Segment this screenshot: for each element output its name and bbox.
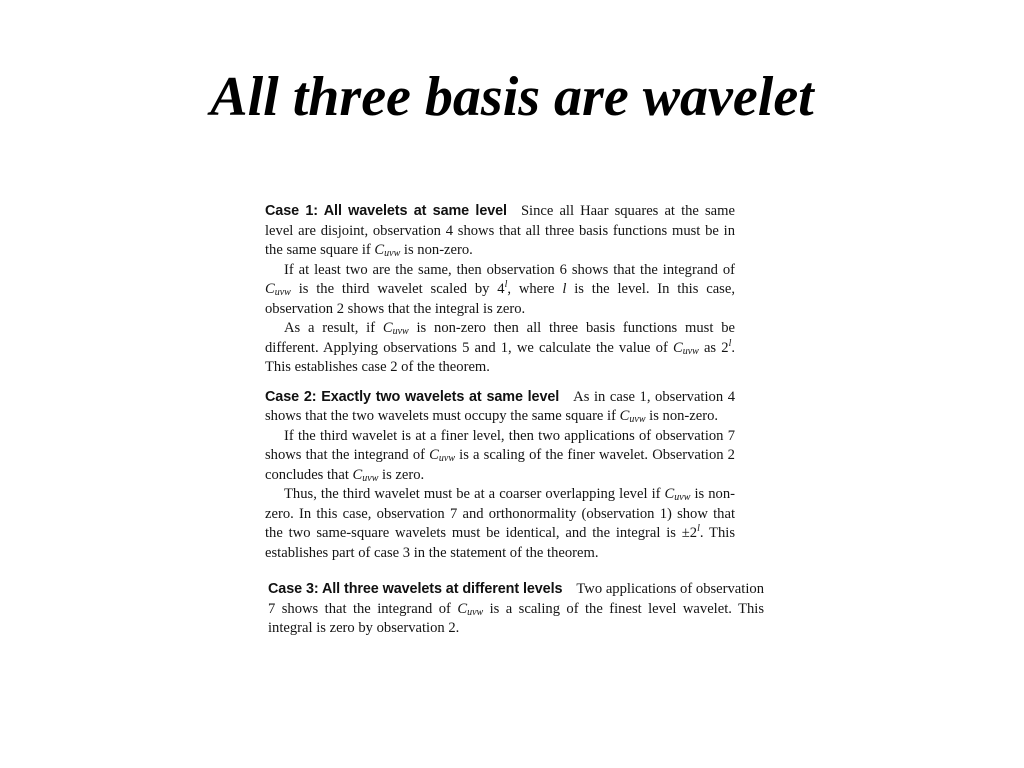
text-run: as xyxy=(703,339,717,356)
text-run: is zero. xyxy=(382,466,425,483)
math-c-uvw: $C_{uvw}$ xyxy=(374,242,401,259)
text-run: , where xyxy=(507,281,555,297)
case-1-paragraph-2 xyxy=(265,261,735,320)
case-3-paragraph-1 xyxy=(268,580,764,639)
text-run: is non-zero then all three basis functions must be different. Applying observations 5 and 1, we calculate the value of xyxy=(265,320,735,356)
text-run: . This establishes case 2 of the theorem. xyxy=(265,339,735,375)
case-3-section xyxy=(268,580,764,639)
text-run: As in case 1, observation 4 shows that the two wavelets must occupy the same square if xyxy=(265,388,735,424)
case-1-paragraph-3 xyxy=(265,319,735,378)
text-run: Two applications of observation 7 shows that the integrand of xyxy=(268,581,764,617)
text-run: is the level. In this case, observation 2 shows that the integral is zero. xyxy=(265,281,735,317)
text-run: Thus, the third wavelet must be at a coarser overlapping level if xyxy=(284,486,661,502)
case-1-heading: Case 1: All wavelets at same level xyxy=(265,203,507,219)
case-1-paragraph-1 xyxy=(265,202,735,261)
case-2-paragraph-3 xyxy=(265,485,735,563)
math-plus-minus-two-pow-l: $\pm 2^l$ xyxy=(681,523,700,541)
case-2-heading: Case 2: Exactly two wavelets at same level xyxy=(265,388,560,405)
math-l: l xyxy=(562,281,567,297)
case-2-paragraph-2 xyxy=(265,427,735,486)
math-c-uvw: $C_{uvw}$ xyxy=(382,320,409,337)
math-c-uvw: $C_{uvw}$ xyxy=(457,600,484,618)
text-run: is a scaling of the finer wavelet. Observation 2 concludes that xyxy=(265,447,735,483)
text-run: is a scaling of the finest level wavelet. This integral is zero by observation 2. xyxy=(268,600,765,636)
case-2-section xyxy=(265,388,735,564)
math-two-pow-l: 2$^l$ xyxy=(721,337,732,356)
math-c-uvw: $C_{uvw}$ xyxy=(619,408,646,425)
text-run: If at least two are the same, then observation 6 shows that the integrand of xyxy=(284,261,735,278)
text-run: is the third wavelet scaled by xyxy=(298,281,490,297)
case-2-paragraph-1 xyxy=(265,388,735,427)
text-run: is non-zero. xyxy=(403,242,473,258)
text-run: If the third wavelet is at a finer level, then two applications of observation 7 shows that the integrand of xyxy=(265,427,735,463)
math-four-pow-l: 4$^l$ xyxy=(497,279,508,297)
math-c-uvw: $C_{uvw}$ xyxy=(352,466,379,484)
math-c-uvw: $C_{uvw}$ xyxy=(429,447,456,464)
text-run: is non-zero. xyxy=(649,408,719,424)
case-3-heading: Case 3: All three wavelets at different levels xyxy=(268,581,563,597)
text-run: . This establishes part of case 3 in the statement of the theorem. xyxy=(265,525,736,561)
slide-title: All three basis are wavelet xyxy=(210,66,814,128)
text-run: Since all Haar squares at the same level are disjoint, observation 4 shows that all three basis functions must be in the same square if xyxy=(265,203,735,258)
text-run: As a result, if xyxy=(284,320,376,336)
paper-excerpt xyxy=(265,202,765,639)
math-c-uvw: $C_{uvw}$ xyxy=(265,281,291,298)
text-run: is non-zero. In this case, observation 7 and orthonormality (observation 1) show that the two same-square wavelets must be identical, and the integral is xyxy=(265,486,735,541)
math-c-uvw: $C_{uvw}$ xyxy=(672,339,699,357)
math-c-uvw: $C_{uvw}$ xyxy=(664,486,691,503)
case-1-section xyxy=(265,202,735,378)
